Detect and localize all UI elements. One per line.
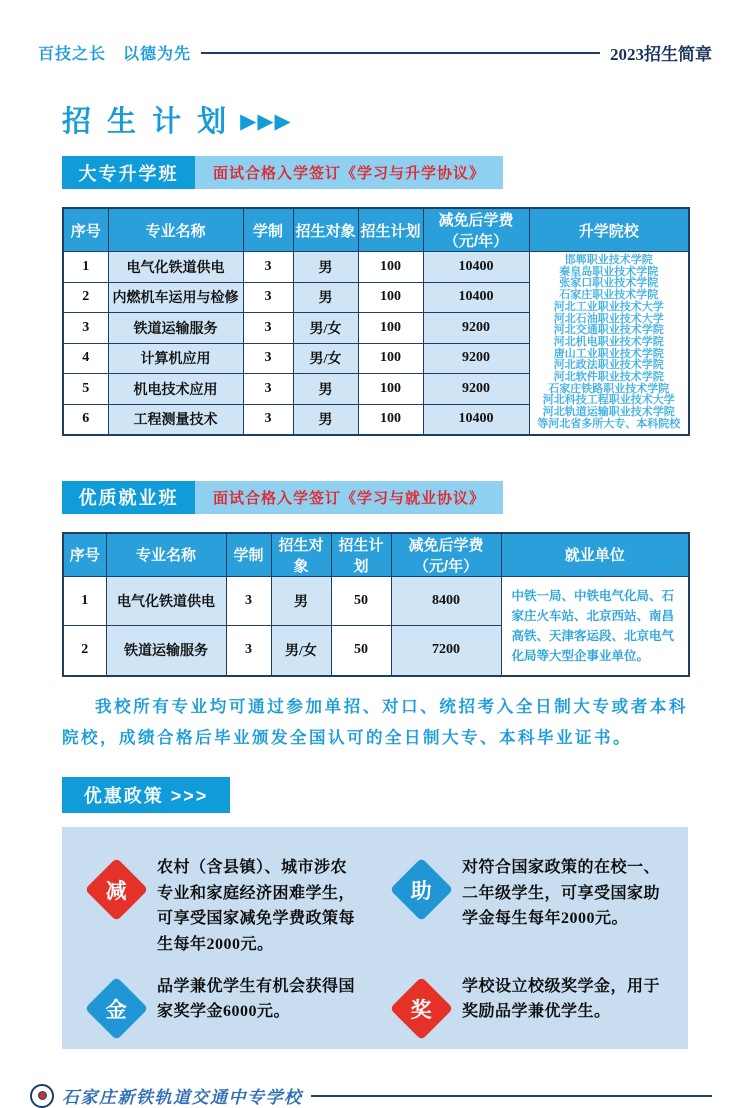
table-cell: 3	[226, 576, 271, 626]
employment-table-body	[63, 576, 689, 676]
employment-table-head	[63, 533, 689, 577]
column-header: 学制	[243, 208, 293, 252]
column-header: 招生计划	[331, 533, 391, 577]
table-cell: 100	[358, 404, 423, 435]
school-logo-icon	[30, 1084, 54, 1108]
column-header: 减免后学费（元/年）	[423, 208, 529, 252]
table-cell: 50	[331, 576, 391, 626]
policy-item	[387, 974, 668, 1031]
table-cell: 100	[358, 252, 423, 283]
policy-item-text: 对符合国家政策的在校一、二年级学生，可享受国家助学金每生每年2000元。	[462, 859, 661, 928]
notice-paragraph: 我校所有专业均可通过参加单招、对口、统招考入全日制大专或者本科院校，成绩合格后毕业颁发全国认可的全日制大专、本科毕业证书。	[62, 696, 688, 747]
table-cell: 2	[63, 282, 108, 313]
table-cell: 1	[63, 252, 108, 283]
page-title	[62, 99, 750, 140]
column-header: 专业名称	[108, 208, 243, 252]
page-title-text: 招 生 计 划	[62, 106, 231, 138]
column-header: 招生对象	[293, 208, 358, 252]
column-header: 招生计划	[358, 208, 423, 252]
table-cell: 3	[243, 374, 293, 405]
policy-grid	[82, 855, 668, 1030]
table-cell: 3	[243, 252, 293, 283]
column-header: 招生对象	[271, 533, 331, 577]
column-header: 升学院校	[529, 208, 689, 252]
table-cell: 10400	[423, 404, 529, 435]
table-cell: 100	[358, 374, 423, 405]
upgrade-note: 面试合格入学签订《学习与升学协议》	[195, 156, 503, 189]
policy-item-text: 学校设立校级奖学金，用于奖励品学兼优学生。	[462, 977, 661, 1021]
table-cell: 男/女	[271, 626, 331, 676]
employers-cell: 中铁一局、中铁电气化局、石家庄火车站、北京西站、南昌高铁、天津客运段、北京电气化局等大型企事业单位。	[501, 576, 689, 676]
policy-panel	[62, 827, 688, 1049]
policy-item	[387, 855, 668, 957]
employment-note: 面试合格入学签订《学习与就业协议》	[195, 481, 503, 514]
table-cell: 9200	[423, 343, 529, 374]
table-cell: 10400	[423, 282, 529, 313]
upgrade-section-header	[62, 156, 750, 189]
table-cell: 3	[63, 313, 108, 344]
table-cell: 3	[243, 343, 293, 374]
upgrade-table	[62, 207, 690, 436]
table-cell: 5	[63, 374, 108, 405]
table-cell: 100	[358, 343, 423, 374]
policy-item	[82, 974, 363, 1031]
table-cell: 男	[293, 252, 358, 283]
table-cell: 男	[293, 282, 358, 313]
column-header: 序号	[63, 208, 108, 252]
policy-diamond-icon: 减	[85, 858, 149, 922]
column-header: 专业名称	[106, 533, 226, 577]
employment-section-header	[62, 481, 750, 514]
table-cell: 6	[63, 404, 108, 435]
table-cell: 1	[63, 576, 106, 626]
table-cell: 3	[226, 626, 271, 676]
policy-item	[82, 855, 363, 957]
table-cell: 机电技术应用	[108, 374, 243, 405]
footer	[30, 1083, 712, 1108]
policy-diamond-icon: 奖	[390, 976, 454, 1040]
table-cell: 内燃机车运用与检修	[108, 282, 243, 313]
table-row	[63, 252, 689, 283]
table-cell: 男	[271, 576, 331, 626]
table-cell: 100	[358, 313, 423, 344]
employment-table	[62, 532, 690, 677]
table-cell: 电气化铁道供电	[106, 576, 226, 626]
table-cell: 9200	[423, 374, 529, 405]
policy-badge: 优惠政策 >>>	[62, 777, 230, 813]
footer-divider	[311, 1095, 713, 1097]
table-cell: 男	[293, 374, 358, 405]
header-divider	[201, 52, 600, 54]
policy-item-text: 品学兼优学生有机会获得国家奖学金6000元。	[157, 977, 356, 1021]
school-name: 石家庄新铁轨道交通中专学校	[62, 1088, 303, 1108]
table-cell: 50	[331, 626, 391, 676]
column-header: 就业单位	[501, 533, 689, 577]
upgrade-table-body	[63, 252, 689, 435]
policy-item-text: 农村（含县镇）、城市涉农专业和家庭经济困难学生，可享受国家减免学费政策每生每年2000元。	[157, 859, 356, 954]
triple-arrow-icon: ▶▶▶	[240, 109, 292, 133]
policy-diamond-icon: 金	[85, 976, 149, 1040]
table-cell: 4	[63, 343, 108, 374]
table-cell: 工程测量技术	[108, 404, 243, 435]
table-cell: 电气化铁道供电	[108, 252, 243, 283]
table-cell: 男/女	[293, 313, 358, 344]
policy-diamond-icon: 助	[390, 858, 454, 922]
table-cell: 100	[358, 282, 423, 313]
table-cell: 3	[243, 313, 293, 344]
table-row	[63, 576, 689, 626]
table-cell: 7200	[391, 626, 501, 676]
table-cell: 9200	[423, 313, 529, 344]
upgrade-table-head	[63, 208, 689, 252]
table-cell: 3	[243, 404, 293, 435]
column-header: 减免后学费（元/年）	[391, 533, 501, 577]
column-header: 序号	[63, 533, 106, 577]
employment-badge: 优质就业班	[62, 481, 195, 514]
table-cell: 计算机应用	[108, 343, 243, 374]
table-cell: 铁道运输服务	[108, 313, 243, 344]
edition-label: 2023招生简章	[610, 45, 712, 64]
colleges-cell: 邯郸职业技术学院 秦皇岛职业技术学院 张家口职业技术学院 石家庄职业技术学院 河北工业职业技术大学 河北石油职业技术大学 河北交通职业技术学院 河北机电职业技术学院 唐山工业职业技术学院 河北政法职业技术学院 河北软件职业技术学院 石家庄铁路职业技术学院 河北科技工程职业技术大学 河北轨道运输职业技术学院 等河北省多所大专、本科院校	[529, 252, 689, 435]
table-cell: 8400	[391, 576, 501, 626]
table-cell: 男	[293, 404, 358, 435]
upgrade-badge: 大专升学班	[62, 156, 195, 189]
table-cell: 铁道运输服务	[106, 626, 226, 676]
table-cell: 男/女	[293, 343, 358, 374]
table-cell: 10400	[423, 252, 529, 283]
school-slogan: 百技之长 以德为先	[38, 46, 192, 63]
table-cell: 2	[63, 626, 106, 676]
column-header: 学制	[226, 533, 271, 577]
table-cell: 3	[243, 282, 293, 313]
top-header	[0, 0, 750, 65]
